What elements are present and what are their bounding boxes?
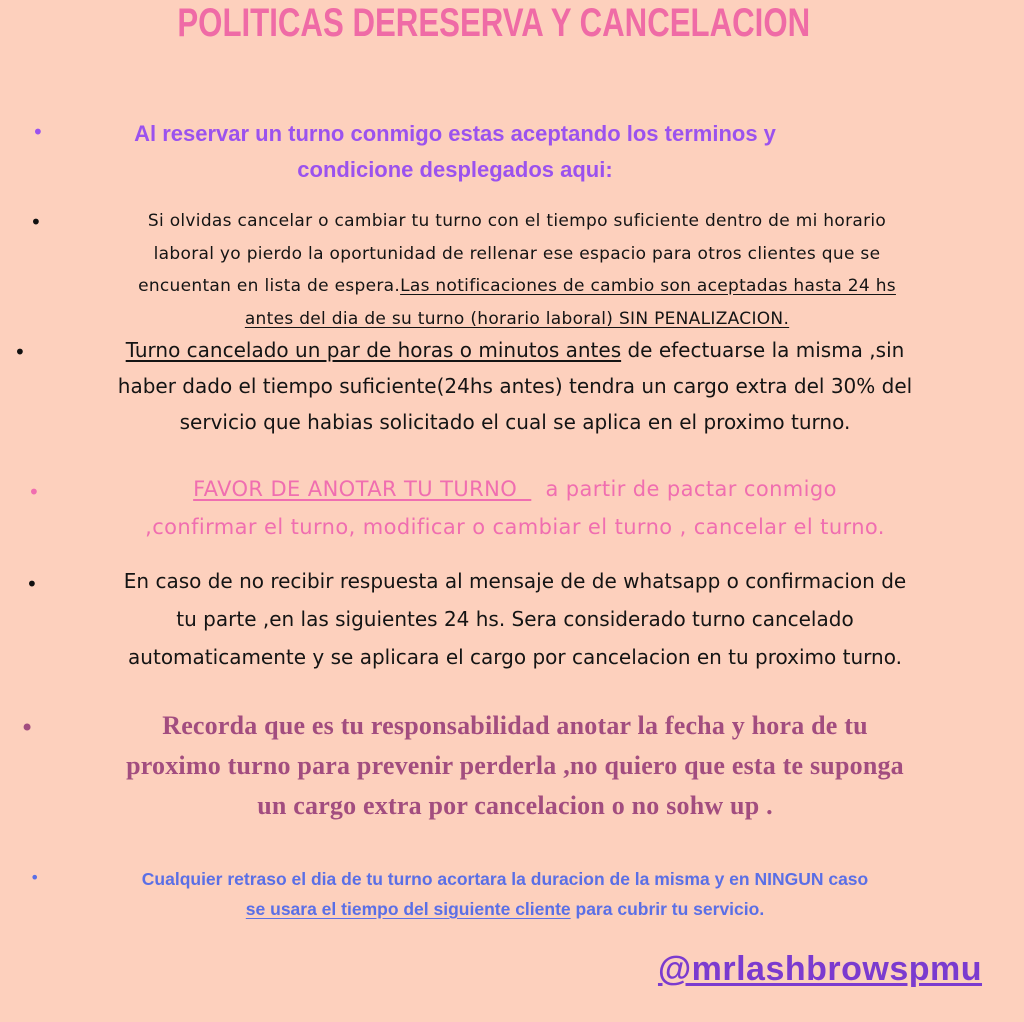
responsibility-line-1: Recorda que es tu responsabilidad anotar la fecha y hora de tu xyxy=(162,711,868,740)
late-cancel-line-2: haber dado el tiempo suficiente(24hs antes) tendra un cargo extra del 30% del xyxy=(117,374,913,398)
bullet-2: • xyxy=(30,210,42,234)
delay-line-2-plain: para cubrir tu servicio. xyxy=(570,899,765,919)
responsibility-line-3: un cargo extra por cancelacion o no sohw up . xyxy=(257,791,773,820)
policy-item-late-cancel xyxy=(40,332,990,440)
forgot-cancel-line-3-plain: encuentan en lista de espera. xyxy=(138,276,401,296)
policy-item-note-turn xyxy=(50,470,980,546)
responsibility-line-2: proximo turno para prevenir perderla ,no quiero que esta te suponga xyxy=(126,751,904,780)
no-response-line-1: En caso de no recibir respuesta al mensaje de de whatsapp o confirmacion de xyxy=(123,569,907,593)
no-response-line-3: automaticamente y se aplicara el cargo por cancelacion en tu proximo turno. xyxy=(128,645,902,669)
no-response-line-2: tu parte ,en las siguientes 24 hs. Sera considerado turno cancelado xyxy=(176,607,854,631)
bullet-1: • xyxy=(32,120,44,144)
note-turn-underlined: FAVOR DE ANOTAR TU TURNO xyxy=(193,477,532,501)
forgot-cancel-line-1: Si olvidas cancelar o cambiar tu turno con el tiempo suficiente dentro de mi horario xyxy=(147,211,887,231)
late-cancel-line-1-plain: de efectuarse la misma ,sin xyxy=(621,338,905,362)
bullet-5: • xyxy=(26,572,38,596)
policy-item-forgot-cancel xyxy=(62,205,972,335)
bullet-7: • xyxy=(30,868,40,887)
delay-line-2 xyxy=(40,894,970,924)
bullet-3: • xyxy=(14,340,26,364)
bullet-6: • xyxy=(20,714,35,742)
page-title: POLITICAS DERESERVA Y CANCELACION xyxy=(177,1,811,45)
policy-item-no-response xyxy=(40,562,990,676)
policy-item-responsibility xyxy=(40,706,990,826)
late-cancel-underlined: Turno cancelado un par de horas o minutos antes xyxy=(125,338,622,362)
instagram-handle: @mrlashbrowspmu xyxy=(657,950,983,988)
note-turn-line-1 xyxy=(50,470,980,508)
acceptance-line-1: Al reservar un turno conmigo estas aceptando los terminos y xyxy=(134,121,776,146)
delay-underlined: se usara el tiempo del siguiente cliente xyxy=(245,899,571,919)
late-cancel-line-3: servicio que habias solicitado el cual se aplica en el proximo turno. xyxy=(179,410,851,434)
policy-item-acceptance xyxy=(60,116,850,188)
change-notice-underlined: Las notificaciones de cambio son aceptadas hasta 24 hs xyxy=(400,276,896,296)
forgot-cancel-line-4: antes del dia de su turno (horario laboral) SIN PENALIZACION. xyxy=(244,308,790,329)
delay-line-1: Cualquier retraso el dia de tu turno acortara la duracion de la misma y en NINGUN caso xyxy=(141,869,869,889)
note-turn-line-2: ,confirmar el turno, modificar o cambiar el turno , cancelar el turno. xyxy=(145,515,885,539)
acceptance-line-2: condicione desplegados aqui: xyxy=(297,157,613,182)
late-cancel-line-1 xyxy=(40,332,990,368)
note-turn-line-1-plain: a partir de pactar conmigo xyxy=(531,477,837,501)
policy-item-delay xyxy=(40,864,970,924)
forgot-cancel-line-3 xyxy=(62,270,972,303)
bullet-4: • xyxy=(28,480,40,504)
forgot-cancel-line-2: laboral yo pierdo la oportunidad de rellenar ese espacio para otros clientes que se xyxy=(153,243,881,264)
